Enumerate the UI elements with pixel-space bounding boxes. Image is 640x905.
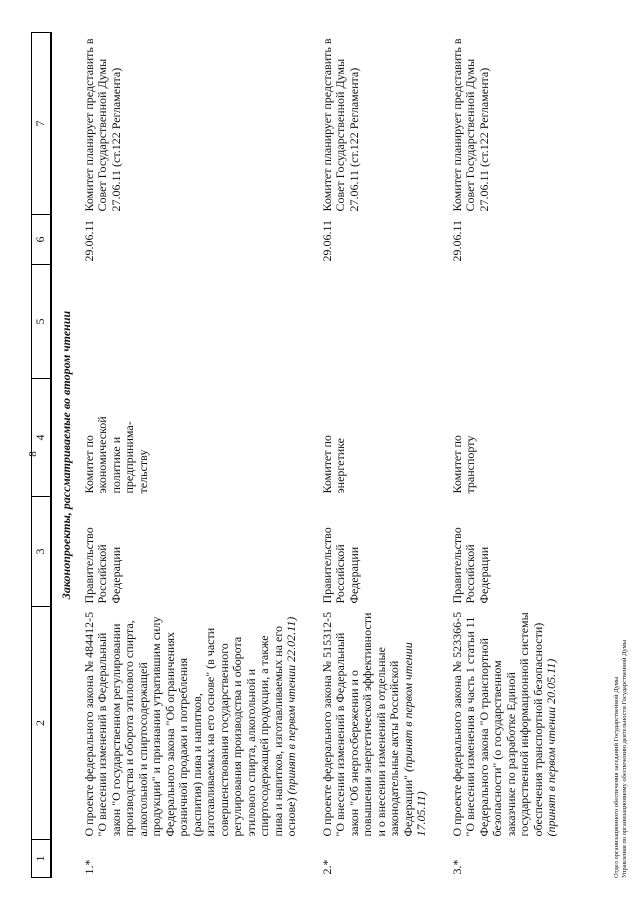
date: 29.06.11 (81, 219, 96, 262)
initiator: Правительство Российской Федерации (81, 527, 123, 604)
note: Комитет планирует представить в Совет Государственной Думы 27.06.11 (ст.122 Регламента) (319, 38, 361, 212)
committee: Комитет по транспорту (449, 435, 477, 494)
initiator: Правительство Российской Федерации (449, 527, 491, 604)
bill-title-cell (451, 607, 559, 840)
first-reading-note: (принят в первом чтении 17.05.11) (400, 642, 428, 837)
column-5-value (321, 265, 429, 379)
column-header-row (32, 33, 52, 878)
bill-title: О проекте федерального закона № 515312-5 "О внесении изменений в Федеральный закон "Об энергосбережении и о повышении энергетической эффективности и о внесении изменений в отдельные законодательные акты Российской Федерации" (319, 611, 415, 837)
date: 29.06.11 (319, 219, 334, 262)
page-number: 8 (27, 451, 39, 457)
rotated-page (18, 33, 628, 878)
footer-line-2: Управления по организационному обеспечению деятельности Государственной Думы (621, 639, 628, 878)
column-header-7: 7 (32, 33, 52, 215)
bill-title-cell (83, 607, 299, 840)
bill-title: О проекте федерального закона № 484412-5 "О внесении изменений в Федеральный закон "О государственном регулировании производства и оборота этилового спирта, алкогольной и спиртосодержащей продукции" и признании утратившим силу Федерального закона "Об ограничениях розничной продажи и потребления (распития) пива и напитков, изготавливаемых на его основе" (в части совершенствования государственного регулирования производства и оборота этилового спирта, алкогольной и спиртосодержащей продукции, а также пива и напитков, изготавливаемых на его основе) (81, 611, 298, 837)
row-number: 1.* (81, 859, 96, 875)
column-header-5: 5 (32, 265, 52, 379)
bill-title: О проекте федерального закона № 523366-5 "О внесении изменения в часть 1 статьи 11 Федерального закона "О транспортной безопасности" (о государственном заказчике по разработке Единой государственной информационной системы обеспечения транспортной безопасности) (449, 611, 545, 837)
column-header-3: 3 (32, 497, 52, 607)
agenda-table (31, 32, 559, 878)
column-5-value (451, 265, 559, 379)
note: Комитет планирует представить в Совет Государственной Думы 27.06.11 (ст.122 Регламента) (449, 38, 491, 212)
committee: Комитет по энергетике (319, 435, 347, 494)
date: 29.06.11 (449, 219, 464, 262)
row-number: 3.* (449, 859, 464, 875)
section-row (51, 33, 83, 878)
section-title: Законопроекты, рассматриваемые во втором чтении (59, 310, 73, 600)
first-reading-note: (принят в первом чтении 20.05.11) (544, 658, 558, 837)
initiator: Правительство Российской Федерации (319, 527, 361, 604)
row-number: 2.* (319, 859, 334, 875)
column-header-2: 2 (32, 607, 52, 840)
footer-line-1: Отдел организационного обеспечения заседаний Государственной Думы (613, 676, 620, 878)
column-header-1: 1 (32, 840, 52, 878)
committee: Комитет по экономической политике и предпринима-тельству (81, 416, 150, 494)
bill-title-cell (321, 607, 429, 840)
column-header-4: 4 (32, 379, 52, 497)
table-row (451, 33, 559, 878)
row-gap (299, 33, 321, 878)
column-header-6: 6 (32, 215, 52, 265)
footer (613, 33, 629, 878)
table-row (321, 33, 429, 878)
table-row (83, 33, 299, 878)
row-gap (429, 33, 451, 878)
first-reading-note: (принят в первом чтении 22.02.11) (284, 616, 298, 795)
note: Комитет планирует представить в Совет Государственной Думы 27.06.11 (ст.122 Регламента) (81, 38, 123, 212)
column-5-value (83, 265, 299, 379)
